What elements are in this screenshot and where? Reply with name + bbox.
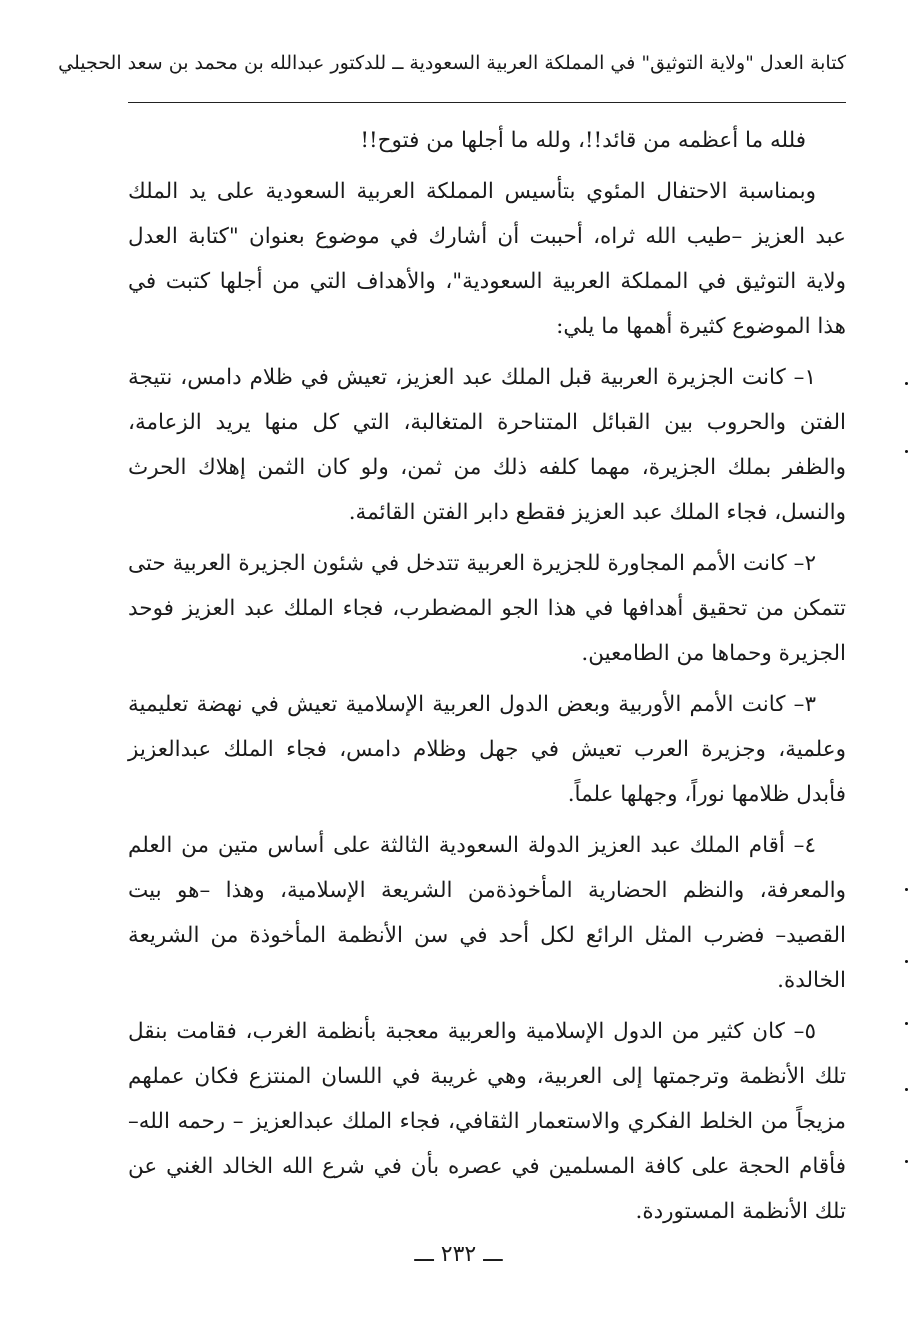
- scan-speck: [905, 1160, 908, 1163]
- header-rule: [128, 102, 846, 103]
- page-number: ـــ ٢٣٢ ـــ: [414, 1242, 503, 1267]
- scan-speck: [905, 382, 908, 385]
- scan-speck: [905, 888, 908, 891]
- scan-speck: [905, 1022, 908, 1025]
- paragraph-opening-exclamation: فلله ما أعظمه من قائد!!، ولله ما أجلها من فتوح!!: [360, 128, 806, 153]
- paragraph-point-2: ٢– كانت الأمم المجاورة للجزيرة العربية تتدخل في شئون الجزيرة العربية حتى تتمكن من تحقيق أهدافها في هذا الجو المضطرب، فجاء الملك عبد العزيز فوحد الجزيرة وحماها من الطامعين.: [128, 551, 846, 666]
- scan-speck: [905, 1088, 908, 1091]
- body-text: [128, 118, 846, 1240]
- paragraph-point-4: ٤– أقام الملك عبد العزيز الدولة السعودية الثالثة على أساس متين من العلم والمعرفة، والنظم الحضارية المأخوذةمن الشريعة الإسلامية، وهذا –هو بيت القصيد– فضرب المثل الرائع لكل أحد في سن الأنظمة المأخوذة من الشريعة الخالدة.: [128, 833, 846, 993]
- scan-speck: [905, 960, 908, 963]
- paragraph-introduction: وبمناسبة الاحتفال المئوي بتأسيس المملكة العربية السعودية على يد الملك عبد العزيز –طيب الله ثراه، أحببت أن أشارك في موضوع بعنوان "كتابة العدل ولاية التوثيق في المملكة العربية السعودية"، والأهداف التي من أجلها كتبت في هذا الموضوع كثيرة أهمها ما يلي:: [128, 179, 846, 339]
- paragraph-point-1: ١– كانت الجزيرة العربية قبل الملك عبد العزيز، تعيش في ظلام دامس، نتيجة الفتن والحروب بين القبائل المتناحرة المتغالبة، التي كل منها يريد الزعامة، والظفر بملك الجزيرة، مهما كلفه ذلك من ثمن، ولو كان الثمن إهلاك الحرث والنسل، فجاء الملك عبد العزيز فقطع دابر الفتن القائمة.: [128, 365, 846, 525]
- paragraph-point-3: ٣– كانت الأمم الأوربية وبعض الدول العربية الإسلامية تعيش في نهضة تعليمية وعلمية، وجزيرة العرب تعيش في جهل وظلام دامس، فجاء الملك عبدالعزيز فأبدل ظلامها نوراً، وجهلها علماً.: [128, 692, 846, 807]
- paragraph-point-5: ٥– كان كثير من الدول الإسلامية والعربية معجبة بأنظمة الغرب، فقامت بنقل تلك الأنظمة وترجمتها إلى العربية، وهي غريبة في اللسان المنتزع فكان عملهم مزيجاً من الخلط الفكري والاستعمار الثقافي، فجاء الملك عبدالعزيز – رحمه الله– فأقام الحجة على كافة المسلمين في عصره بأن في شرع الله الخالد الغني عن تلك الأنظمة المستوردة.: [128, 1019, 846, 1224]
- running-header: كتابة العدل "ولاية التوثيق" في المملكة العربية السعودية ــ للدكتور عبدالله بن محمد بن سعد الحجيلي: [58, 52, 846, 74]
- scan-speck: [905, 450, 908, 453]
